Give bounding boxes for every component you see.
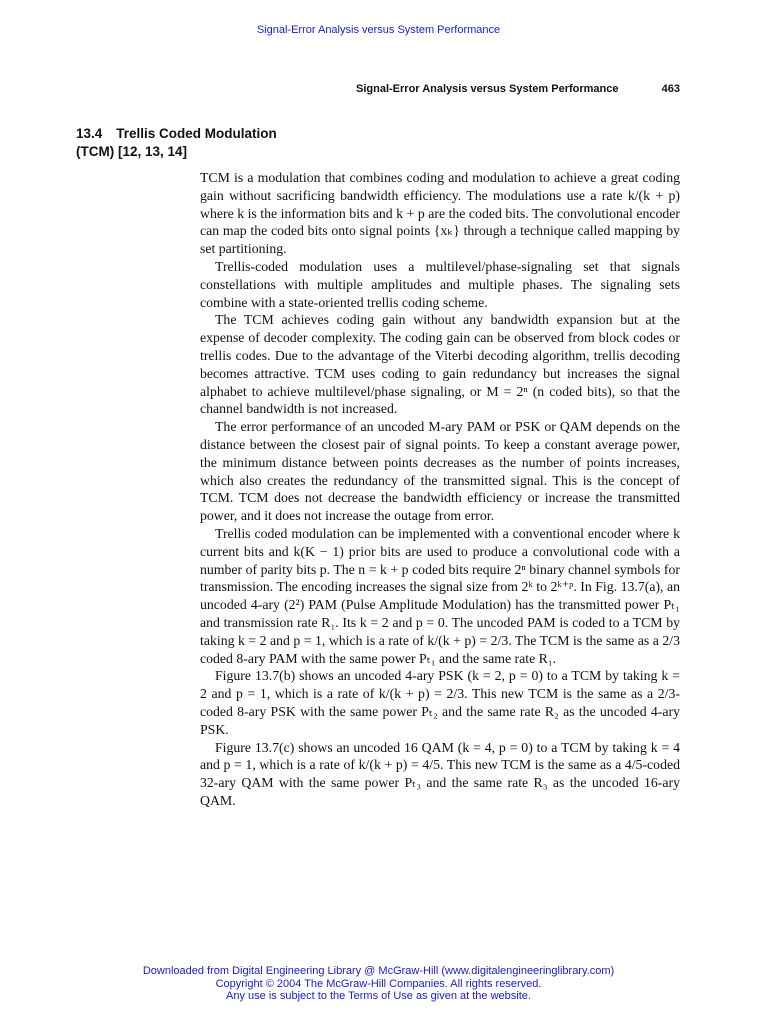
page-number: 463	[661, 83, 680, 95]
paragraph: Trellis-coded modulation uses a multilevel/phase-signaling set that signals constellations with multiple amplitudes and multiple phases. The signaling sets combine with a state-oriented trellis coding scheme.	[200, 258, 680, 310]
footer-copyright-link[interactable]: Copyright © 2004 The McGraw-Hill Companies. All rights reserved.	[215, 977, 542, 990]
top-title-link[interactable]: Signal-Error Analysis versus System Performance	[256, 24, 501, 36]
paragraph: The error performance of an uncoded M-ary PAM or PSK or QAM depends on the distance between the closest pair of signal points. To keep a constant average power, the minimum distance between points decreases as the number of points increases, which also creates the redundancy of the transmitted signal. This is the concept of TCM. TCM does not decrease the bandwidth efficiency or increase the transmitted power, and it does not increase the outage from error.	[200, 419, 680, 524]
paragraph: The TCM achieves coding gain without any bandwidth expansion but at the expense of decoder complexity. The coding gain can be observed from block codes or trellis codes. Due to the advantage of the Viterbi decoding algorithm, trellis decoding becomes attractive. TCM uses coding to gain redundancy but increases the signal alphabet to achieve multilevel/phase signaling, or M = 2ⁿ (n coded bits), so that the channel bandwidth is not increased.	[200, 312, 680, 417]
running-header	[356, 83, 680, 95]
paragraph: Figure 13.7(c) shows an uncoded 16 QAM (k = 4, p = 0) to a TCM by taking k = 4 and p = 1, which is a rate of k/(k + p) = 4/5. This new TCM is the same as a 4/5-coded 32-ary QAM with the same power Pₜ₃ and the same rate R₃ as the uncoded 16-ary QAM.	[200, 739, 680, 808]
running-header-title: Signal-Error Analysis versus System Performance	[356, 83, 619, 95]
section-heading	[76, 125, 336, 161]
paragraph: Figure 13.7(b) shows an uncoded 4-ary PSK (k = 2, p = 0) to a TCM by taking k = 2 and p = 1, which is a rate of k/(k + p) = 2/3. This new TCM is the same as a 2/3-coded 8-ary PSK with the same power Pₜ₂ and the same rate R₂ as the uncoded 4-ary PSK.	[200, 668, 680, 737]
footer-download-link[interactable]: Downloaded from Digital Engineering Library @ McGraw-Hill (www.digitalengineeringlibrary.com)	[142, 965, 615, 977]
section-title-line1: Trellis Coded Modulation	[116, 126, 277, 141]
paragraph: Trellis coded modulation can be implemented with a conventional encoder where k current bits and k(K − 1) prior bits are used to produce a convolutional code with a number of parity bits p. The n = k + p coded bits require 2ⁿ binary channel symbols for transmission. The encoding increases the signal size from 2ᵏ to 2ᵏ⁺ᵖ. In Fig. 13.7(a), an uncoded 4-ary (2²) PAM (Pulse Amplitude Modulation) has the transmitted power Pₜ₁ and transmission rate R₁. Its k = 2 and p = 0. The uncoded PAM is coded to a TCM by taking k = 2 and p = 1, which is a rate of k/(k + p) = 2/3. The TCM is the same as a 2/3 coded 8-ary PAM with the same power Pₜ₁ and the same rate R₁.	[200, 525, 680, 666]
body-text	[200, 169, 680, 810]
section-number: 13.4	[76, 126, 103, 141]
footer-terms-link[interactable]: Any use is subject to the Terms of Use as given at the website.	[226, 990, 531, 1002]
footer	[0, 965, 757, 1003]
section-title-line2: (TCM) [12, 13, 14]	[76, 144, 188, 159]
paragraph: TCM is a modulation that combines coding and modulation to achieve a great coding gain without sacrificing bandwidth efficiency. The modulations use a rate k/(k + p) where k is the information bits and k + p are the coded bits. The convolutional encoder can map the coded bits onto signal points {xₖ} through a technique called mapping by set partitioning.	[200, 170, 680, 257]
